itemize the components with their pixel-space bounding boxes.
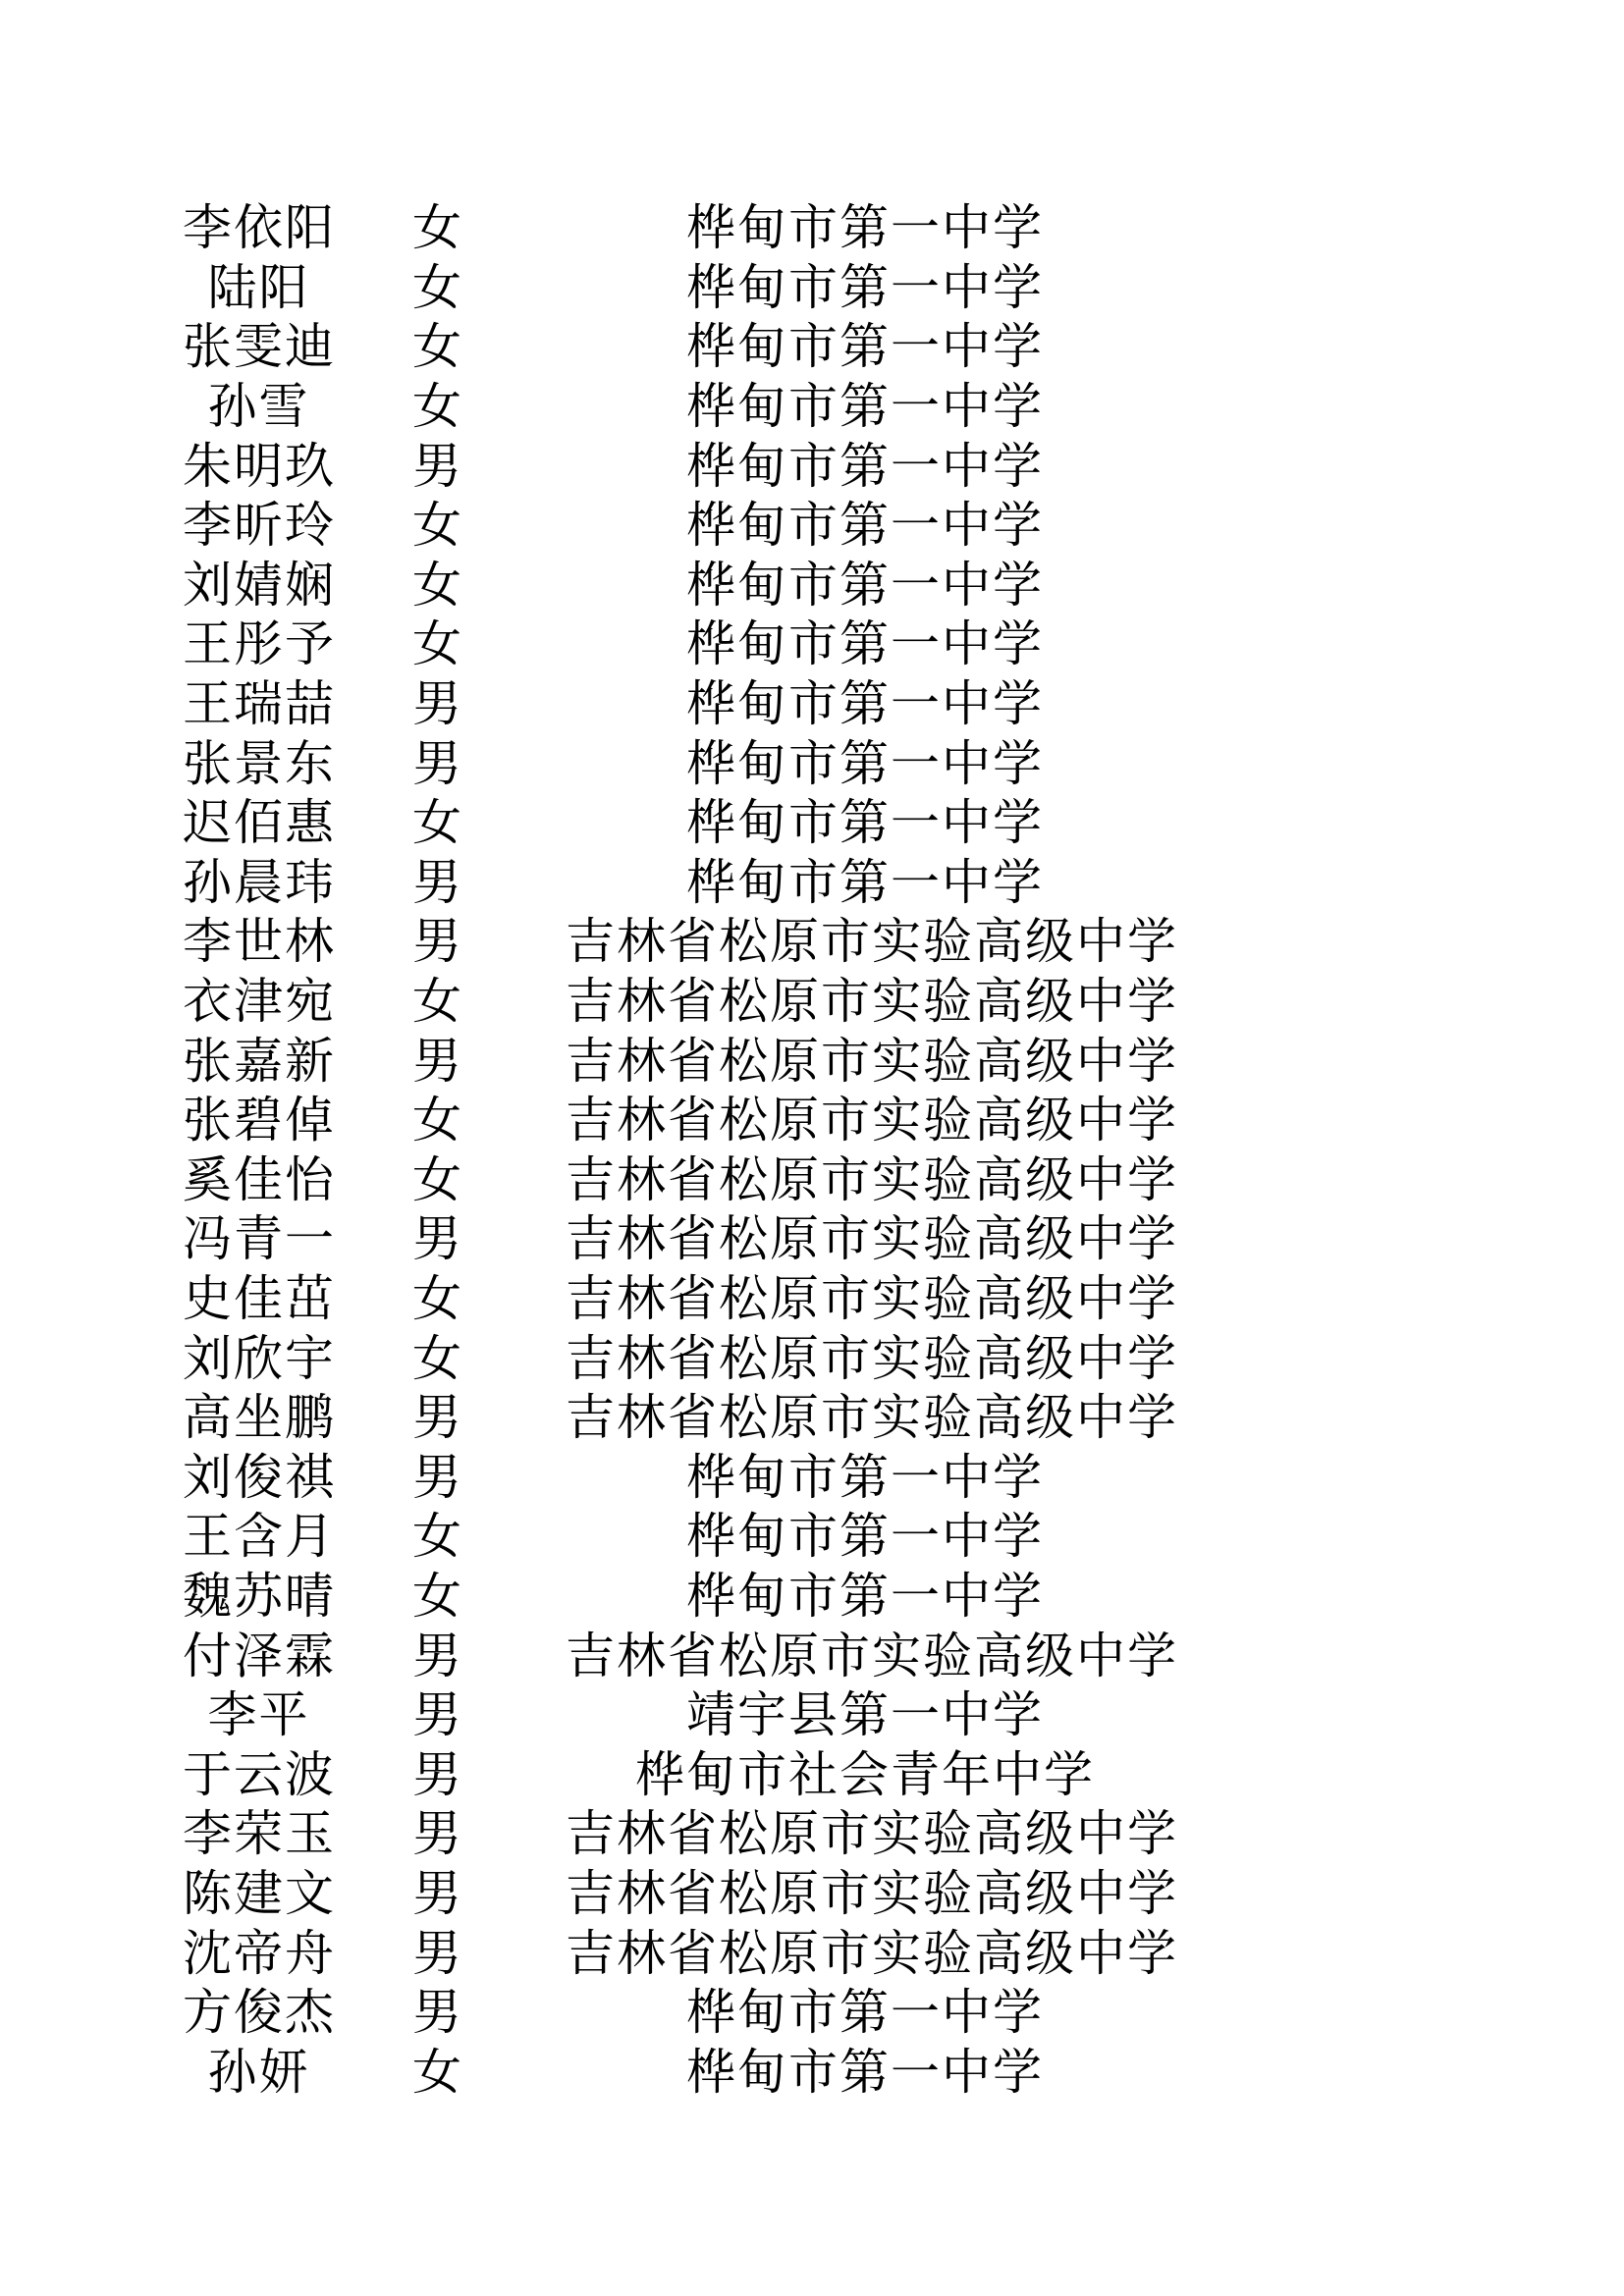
student-name-cell: 冯青一 — [183, 1210, 336, 1268]
gender-cell: 女 — [412, 1508, 461, 1566]
table-row — [183, 1328, 1263, 1388]
gender-cell: 男 — [412, 675, 461, 733]
student-name-cell: 张碧倬 — [183, 1092, 336, 1149]
table-row — [183, 317, 1263, 377]
table-row — [183, 1209, 1263, 1269]
table-row — [183, 1567, 1263, 1627]
table-row — [183, 258, 1263, 318]
school-cell: 桦甸市第一中学 — [686, 1984, 1044, 2042]
student-name-cell: 奚佳怡 — [183, 1150, 336, 1208]
student-name-cell: 孙晨玮 — [183, 853, 336, 911]
table-row — [183, 1983, 1263, 2043]
table-row — [183, 1091, 1263, 1150]
student-name-cell: 孙妍 — [207, 2043, 310, 2101]
school-cell: 桦甸市第一中学 — [686, 734, 1044, 792]
school-cell: 吉林省松原市实验高级中学 — [566, 973, 1178, 1031]
school-cell: 吉林省松原市实验高级中学 — [566, 1329, 1178, 1387]
table-row — [183, 556, 1263, 615]
gender-cell: 男 — [412, 913, 461, 971]
table-row — [183, 614, 1263, 674]
school-cell: 吉林省松原市实验高级中学 — [566, 1269, 1178, 1327]
gender-cell: 男 — [412, 1864, 461, 1922]
gender-cell: 女 — [412, 794, 461, 852]
school-cell: 吉林省松原市实验高级中学 — [566, 913, 1178, 971]
student-name-cell: 沈帝舟 — [183, 1924, 336, 1982]
school-cell: 桦甸市第一中学 — [686, 378, 1044, 436]
school-cell: 桦甸市第一中学 — [686, 2043, 1044, 2101]
school-cell: 桦甸市第一中学 — [686, 199, 1044, 257]
table-row — [183, 972, 1263, 1032]
gender-cell: 男 — [412, 1210, 461, 1268]
student-name-cell: 方俊杰 — [183, 1984, 336, 2042]
student-name-cell: 李依阳 — [183, 199, 336, 257]
gender-cell: 女 — [412, 258, 461, 316]
school-cell: 桦甸市第一中学 — [686, 853, 1044, 911]
student-name-cell: 张嘉新 — [183, 1032, 336, 1090]
table-row — [183, 1150, 1263, 1210]
student-name-cell: 王含月 — [183, 1508, 336, 1566]
student-name-cell: 李荣玉 — [183, 1805, 336, 1863]
table-row — [183, 1864, 1263, 1924]
gender-cell: 男 — [412, 1805, 461, 1863]
table-row — [183, 1685, 1263, 1745]
school-cell: 桦甸市第一中学 — [686, 437, 1044, 495]
school-cell: 靖宇县第一中学 — [686, 1686, 1044, 1744]
table-row — [183, 733, 1263, 793]
school-cell: 桦甸市第一中学 — [686, 1567, 1044, 1625]
table-row — [183, 496, 1263, 556]
student-name-cell: 于云波 — [183, 1745, 336, 1803]
table-row — [183, 2042, 1263, 2102]
gender-cell: 女 — [412, 1329, 461, 1387]
school-cell: 吉林省松原市实验高级中学 — [566, 1627, 1178, 1684]
table-row — [183, 793, 1263, 853]
school-cell: 桦甸市第一中学 — [686, 497, 1044, 555]
gender-cell: 男 — [412, 1032, 461, 1090]
table-row — [183, 377, 1263, 437]
school-cell: 吉林省松原市实验高级中学 — [566, 1389, 1178, 1447]
student-name-cell: 衣津宛 — [183, 973, 336, 1031]
gender-cell: 男 — [412, 1686, 461, 1744]
school-cell: 桦甸市第一中学 — [686, 258, 1044, 316]
table-row — [183, 1626, 1263, 1685]
table-row — [183, 674, 1263, 734]
student-name-cell: 迟佰惠 — [183, 794, 336, 852]
student-name-cell: 孙雪 — [207, 378, 310, 436]
student-name-cell: 李昕玲 — [183, 497, 336, 555]
gender-cell: 女 — [412, 1150, 461, 1208]
student-name-cell: 史佳茁 — [183, 1269, 336, 1327]
school-cell: 桦甸市第一中学 — [686, 1448, 1044, 1506]
gender-cell: 男 — [412, 1924, 461, 1982]
student-name-cell: 王瑞喆 — [183, 675, 336, 733]
school-cell: 桦甸市第一中学 — [686, 1508, 1044, 1566]
student-name-cell: 陆阳 — [207, 258, 310, 316]
school-cell: 桦甸市第一中学 — [686, 318, 1044, 376]
table-row — [183, 1388, 1263, 1448]
student-name-cell: 刘俊祺 — [183, 1448, 336, 1506]
gender-cell: 女 — [412, 615, 461, 673]
table-row — [183, 1923, 1263, 1983]
gender-cell: 女 — [412, 199, 461, 257]
student-name-cell: 刘欣宇 — [183, 1329, 336, 1387]
gender-cell: 男 — [412, 853, 461, 911]
gender-cell: 女 — [412, 1567, 461, 1625]
school-cell: 吉林省松原市实验高级中学 — [566, 1092, 1178, 1149]
table-row — [183, 912, 1263, 972]
student-name-cell: 张雯迪 — [183, 318, 336, 376]
gender-cell: 女 — [412, 556, 461, 614]
gender-cell: 男 — [412, 437, 461, 495]
student-name-cell: 刘婧娴 — [183, 556, 336, 614]
school-cell: 桦甸市第一中学 — [686, 675, 1044, 733]
gender-cell: 男 — [412, 1389, 461, 1447]
student-name-cell: 付泽霖 — [183, 1627, 336, 1684]
student-name-cell: 李平 — [207, 1686, 310, 1744]
student-name-cell: 魏苏晴 — [183, 1567, 336, 1625]
school-cell: 桦甸市第一中学 — [686, 556, 1044, 614]
student-name-cell: 陈建文 — [183, 1864, 336, 1922]
school-cell: 桦甸市第一中学 — [686, 615, 1044, 673]
school-cell: 吉林省松原市实验高级中学 — [566, 1924, 1178, 1982]
student-name-cell: 张景东 — [183, 734, 336, 792]
table-row — [183, 853, 1263, 913]
gender-cell: 男 — [412, 1984, 461, 2042]
gender-cell: 男 — [412, 1745, 461, 1803]
gender-cell: 男 — [412, 734, 461, 792]
school-cell: 吉林省松原市实验高级中学 — [566, 1032, 1178, 1090]
table-row — [183, 1744, 1263, 1804]
gender-cell: 女 — [412, 378, 461, 436]
gender-cell: 男 — [412, 1627, 461, 1684]
student-name-cell: 高坐鹏 — [183, 1389, 336, 1447]
table-row — [183, 198, 1263, 258]
gender-cell: 女 — [412, 318, 461, 376]
gender-cell: 女 — [412, 497, 461, 555]
gender-cell: 女 — [412, 2043, 461, 2101]
gender-cell: 女 — [412, 1092, 461, 1149]
table-row — [183, 1031, 1263, 1091]
school-cell: 吉林省松原市实验高级中学 — [566, 1150, 1178, 1208]
gender-cell: 女 — [412, 973, 461, 1031]
student-list-table — [183, 198, 1263, 2102]
gender-cell: 女 — [412, 1269, 461, 1327]
student-name-cell: 王彤予 — [183, 615, 336, 673]
school-cell: 桦甸市社会青年中学 — [635, 1745, 1095, 1803]
table-row — [183, 1507, 1263, 1567]
school-cell: 桦甸市第一中学 — [686, 794, 1044, 852]
school-cell: 吉林省松原市实验高级中学 — [566, 1210, 1178, 1268]
student-name-cell: 朱明玖 — [183, 437, 336, 495]
school-cell: 吉林省松原市实验高级中学 — [566, 1864, 1178, 1922]
gender-cell: 男 — [412, 1448, 461, 1506]
student-name-cell: 李世林 — [183, 913, 336, 971]
school-cell: 吉林省松原市实验高级中学 — [566, 1805, 1178, 1863]
table-row — [183, 1804, 1263, 1864]
table-row — [183, 1269, 1263, 1329]
table-row — [183, 1447, 1263, 1507]
table-row — [183, 436, 1263, 496]
